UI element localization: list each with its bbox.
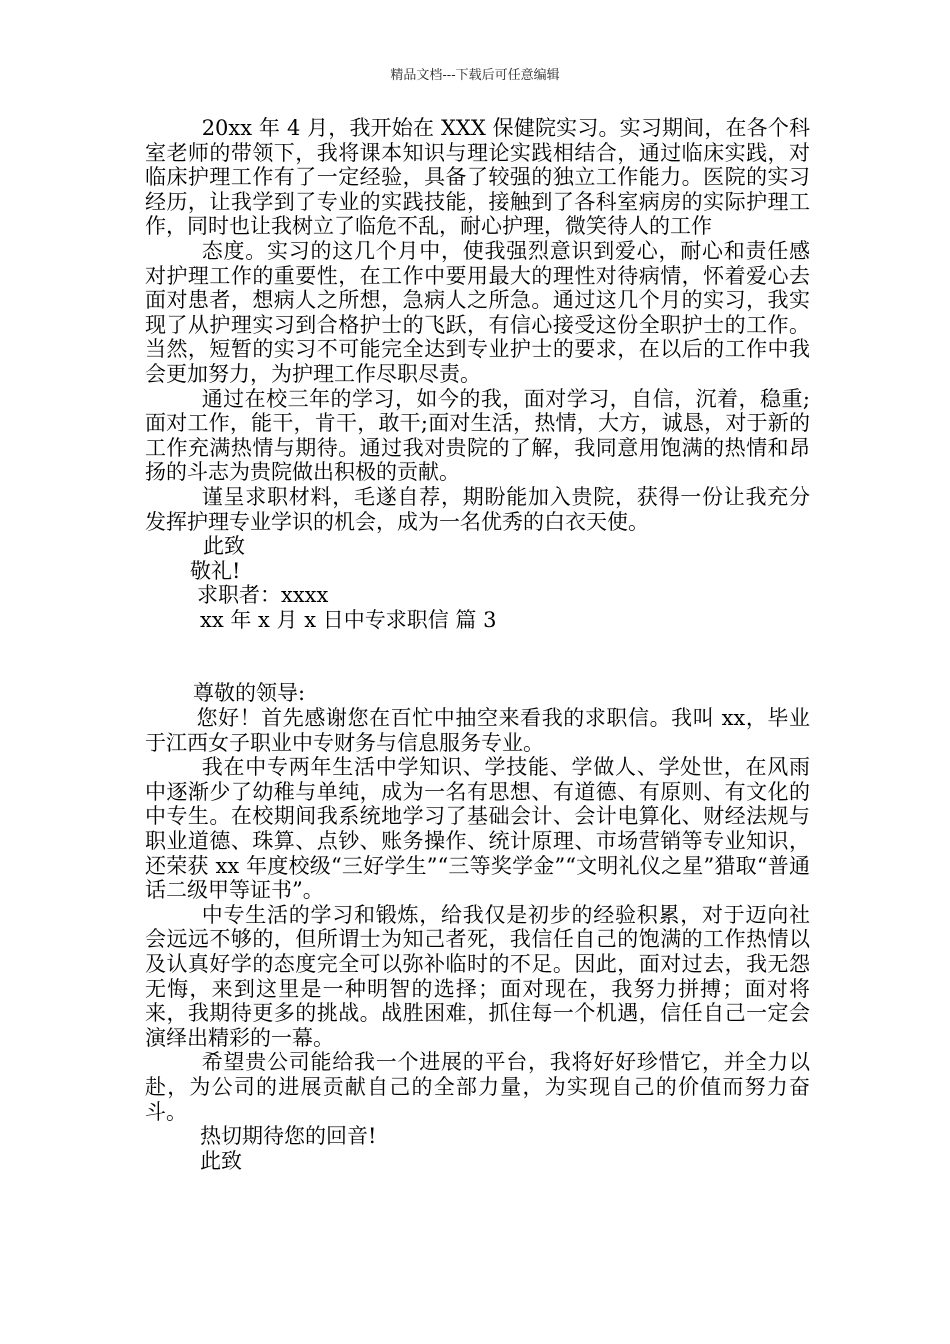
letter1-paragraph-2: 态度。实习的这几个月中，使我强烈意识到爱心，耐心和责任感对护理工作的重要性，在工作中要用最大的理性对待病情，怀着爱心去面对患者，想病人之所想，急病人之所急。通过这几个月的实习，我实现了从护理实习到合格护士的飞跃，有信心接受这份全职护士的工作。当然，短暂的实习不可能完全达到专业护士的要求，在以后的工作中我会更加努力，为护理工作尽职尽责。: [145, 238, 810, 386]
letter2-paragraph-4: 希望贵公司能给我一个进展的平台，我将好好珍惜它，并全力以赴，为公司的进展贡献自己的全部力量，为实现自己的价值而努力奋斗。: [145, 1050, 810, 1124]
letter1-paragraph-3: 通过在校三年的学习，如今的我，面对学习，自信，沉着，稳重;面对工作，能干，肯干，敢干;面对生活，热情，大方，诚恳，对于新的工作充满热情与期待。通过我对贵院的了解，我同意用饱满的热情和昂扬的斗志为贵院做出积极的贡献。: [145, 386, 810, 485]
letter2-salutation: 尊敬的领导:: [193, 681, 306, 706]
document-body: [145, 116, 810, 1173]
letter1-paragraph-1: 20xx 年 4 月，我开始在 XXX 保健院实习。实习期间，在各个科室老师的带领下，我将课本知识与理论实践相结合，通过临床实践，对临床护理工作有了一定经验，具备了较强的独立工作能力。医院的实习经历，让我学到了专业的实践技能，接触到了各科室病房的实际护理工作，同时也让我树立了临危不乱，耐心护理，微笑待人的工作: [145, 116, 810, 239]
letter2-closing-1: 热切期待您的回音!: [200, 1124, 377, 1149]
page-header: 精品文档---下载后可任意编辑: [390, 68, 560, 83]
letter1-date-title: xx 年 x 月 x 日中专求职信 篇 3: [200, 607, 497, 632]
letter2-paragraph-3: 中专生活的学习和锻炼，给我仅是初步的经验积累，对于迈向社会远远不够的，但所谓士为知己者死，我信任自己的饱满的工作热情以及认真好学的态度完全可以弥补临时的不足。因此，面对过去，我无怨无悔，来到这里是一种明智的选择；面对现在，我努力拼搏；面对将来，我期待更多的挑战。战胜困难，抓住每一个机遇，信任自己一定会演绎出精彩的一幕。: [145, 902, 810, 1050]
section-gap: [145, 632, 810, 681]
letter2-paragraph-1: 您好！首先感谢您在百忙中抽空来看我的求职信。我叫 xx，毕业于江西女子职业中专财务与信息服务专业。: [145, 706, 810, 755]
letter1-closing-1: 此致: [203, 534, 245, 559]
letter1-closing-2: 敬礼!: [190, 558, 241, 583]
letter2-closing-2: 此致: [200, 1148, 242, 1173]
letter1-paragraph-4: 谨呈求职材料，毛遂自荐，期盼能加入贵院，获得一份让我充分发挥护理专业学识的机会，成为一名优秀的白衣天使。: [145, 484, 810, 534]
letter2-paragraph-2: 我在中专两年生活中学知识、学技能、学做人、学处世，在风雨中逐渐少了幼稚与单纯，成为一名有思想、有道德、有原则、有文化的中专生。在校期间我系统地学习了基础会计、会计电算化、财经法规与职业道德、珠算、点钞、账务操作、统计原理、市场营销等专业知识，还荣获 xx 年度校级“三好学生”“三等奖学金”“文明礼仪之星”猎取“普通话二级甲等证书”。: [145, 755, 810, 903]
letter1-signature: 求职者：xxxx: [197, 583, 329, 608]
